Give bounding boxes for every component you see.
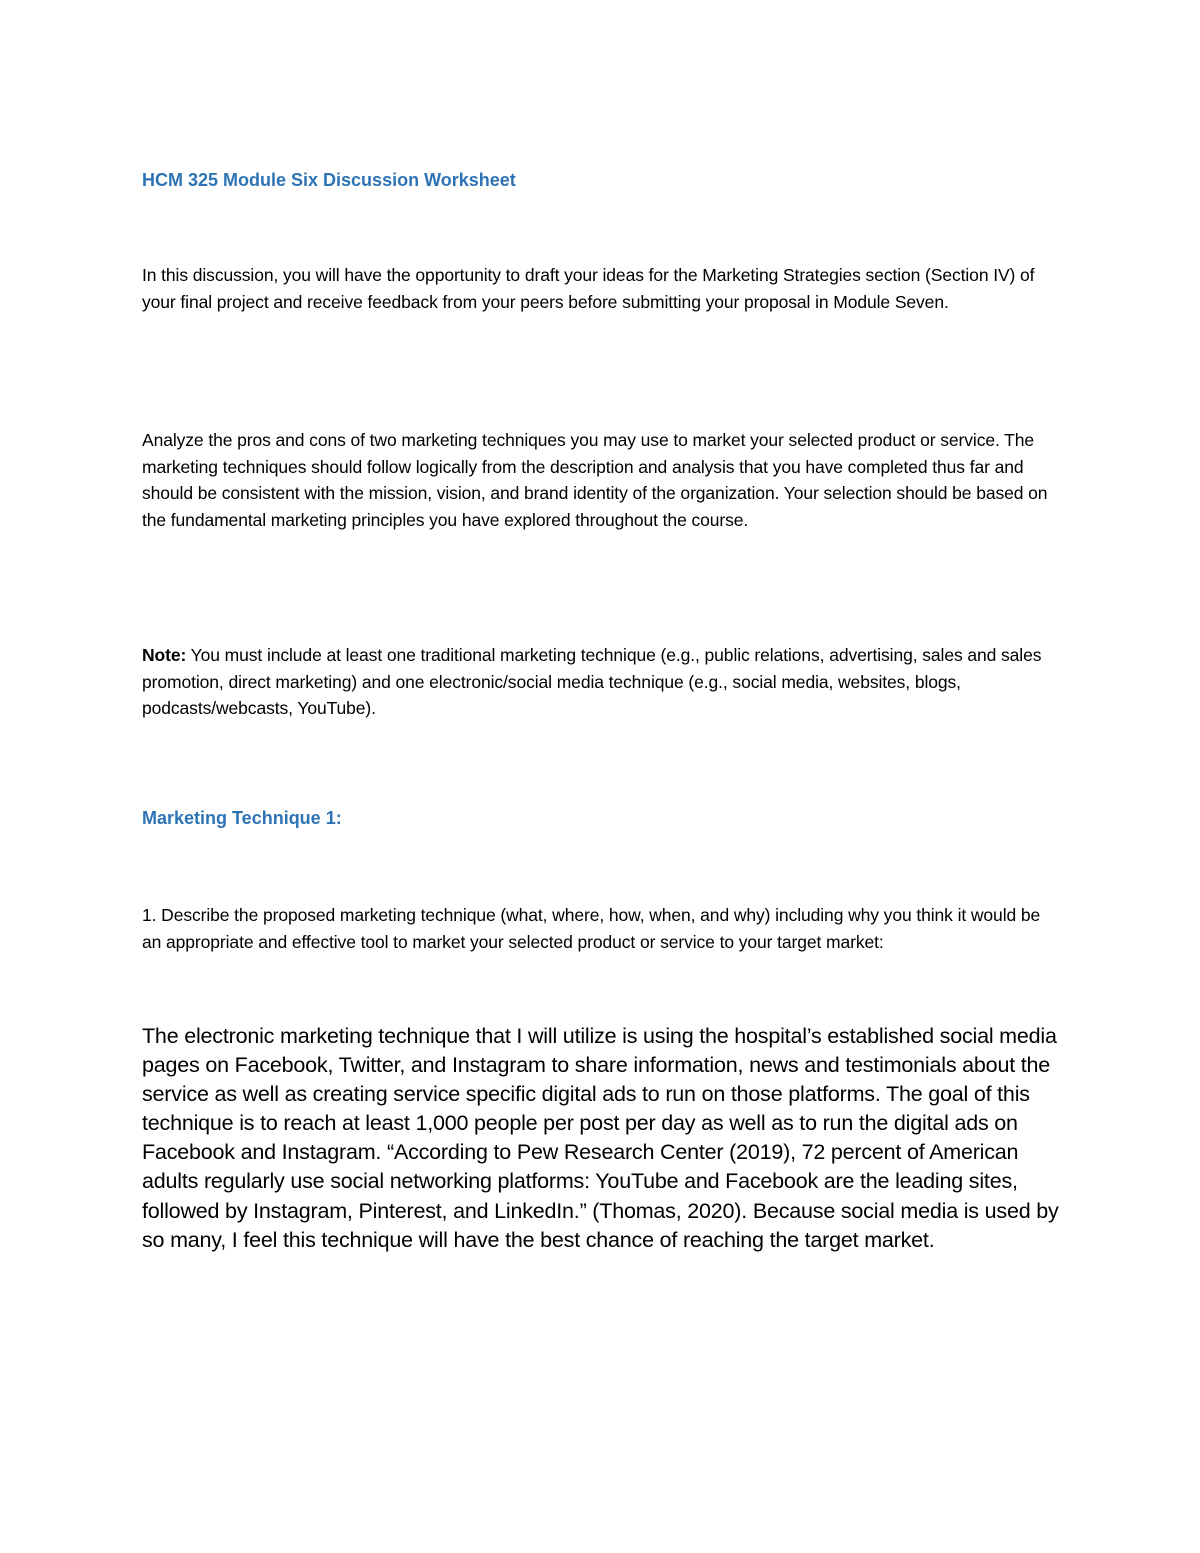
section-heading: Marketing Technique 1: bbox=[142, 808, 342, 828]
answer-paragraph: The electronic marketing technique that I will utilize is using the hospital’s established social media pages on Facebook, Twitter, and Instagram to share information, news and testimonials about the service as well as creating service specific digital ads to run on those platforms. The goal of this technique is to reach at least 1,000 people per post per day as well as to run the digital ads on Facebook and Instagram. “According to Pew Research Center (2019), 72 percent of American adults regularly use social networking platforms: YouTube and Facebook are the leading sites, followed by Instagram, Pinterest, and LinkedIn.” (Thomas, 2020). Because social media is used by so many, I feel this technique will have the best chance of reaching the target market. bbox=[142, 1024, 1059, 1252]
instructions-paragraph: Analyze the pros and cons of two marketing techniques you may use to market your selected product or service. The marketing techniques should follow logically from the description and analysis that you have completed thus far and should be consistent with the mission, vision, and brand identity of the organization. Your selection should be based on the fundamental marketing principles you have explored throughout the course. bbox=[142, 430, 1048, 530]
page-title: HCM 325 Module Six Discussion Worksheet bbox=[142, 170, 516, 190]
note-label: Note: bbox=[142, 645, 187, 665]
note-paragraph bbox=[142, 642, 1062, 722]
question-prompt: 1. Describe the proposed marketing technique (what, where, how, when, and why) including why you think it would be an appropriate and effective tool to market your selected product or service to your target market: bbox=[142, 905, 1041, 952]
note-text: You must include at least one traditional marketing technique (e.g., public relations, advertising, sales and sales promotion, direct marketing) and one electronic/social media technique (e.g., social media, websites, blogs, podcasts/webcasts, YouTube). bbox=[142, 645, 1042, 718]
intro-paragraph: In this discussion, you will have the opportunity to draft your ideas for the Marketing Strategies section (Section IV) of your final project and receive feedback from your peers before submitting your proposal in Module Seven. bbox=[142, 265, 1035, 312]
